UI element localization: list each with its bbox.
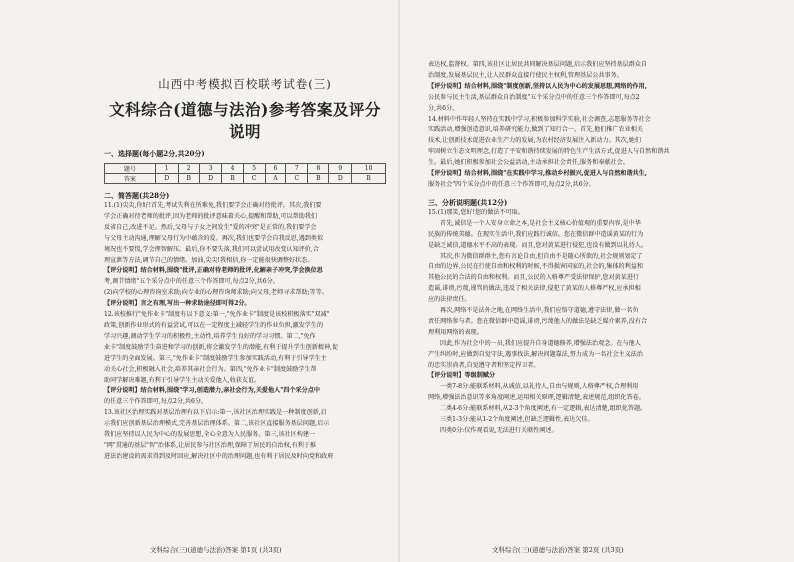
text-line: 14.材料中作年轻人坚持在实践中学习,积极参加科学实验,社会调查,志愿服务等社会: [428, 115, 651, 123]
table-cell: B: [308, 174, 329, 184]
text-line: 业卡"制度鼓励学生奋进和学习的创新,将会激发学生的潜能,有利于提升学生创新精神,促: [104, 343, 339, 351]
table-cell: 5: [243, 164, 265, 174]
table-cell: 题号: [105, 164, 156, 174]
table-cell: 答案: [105, 174, 156, 184]
text-line: 进学生的全面发展。第三,"免作业卡"制度鼓励学生参加实践活动,有利于引导学生主: [104, 354, 327, 362]
text-line: 的任意三个作答即可,每点2分,共6分。: [104, 398, 208, 406]
text-line: 实践活动,增强创造意识,培养研究能力,做到了知行合一。首先,他们推广农业相关: [428, 126, 643, 134]
table-cell: 6: [265, 164, 286, 174]
text-line: (2)向学校的心理咨询室求助;向专业的心理咨询师求助;向父母,老师寻求帮助;等等。: [104, 289, 328, 297]
text-line: 其他公民的合法的自由和权利。而且,公民的人格尊严受法律保护,您对黄某进行: [428, 274, 640, 282]
answer-table: [104, 163, 386, 184]
table-cell: B: [178, 174, 199, 184]
table-cell: 9: [329, 164, 352, 174]
text-line: "网"贯通的基层"智"治体系,让居民参与社区治理,保障了居民的自治权,有利于推: [104, 441, 317, 449]
text-line: 11.(1)尖尖,你好!首先,考试失利在所难免,我们要学会正确对待批评。其次,我们要: [104, 202, 322, 209]
text-line: 服务社会"四个采分点中的任意三个作答即可,每点2分,共6分。: [428, 180, 595, 188]
table-cell: 4: [222, 164, 243, 174]
text-line: 再次,网络不是法外之地,在网络生活中,我们应恪守道德,遵守法律,做一名负: [440, 307, 639, 315]
text-line: 民族的传统美德。在现实生活中,我们应践行诚信。您在微信群中造谣黄某的行为: [428, 230, 644, 238]
table-cell: 10: [352, 164, 386, 174]
page-one-footer: 文科综合(三)(道德与法治)答案 第1页 (共3页): [150, 546, 282, 554]
text-line: 15.(1)那笑,您好!您的做法不可取。: [428, 208, 524, 216]
text-line: 治制度,发展基层民主,让人民群众直接行使民主权利,管理基层公共事务。: [428, 71, 623, 79]
text-line: 生。最后,她们积极参加社会公益活动,主动承担社会责任,服务和奉献社会。: [428, 159, 629, 167]
table-cell: 8: [308, 164, 329, 174]
text-line: 动关心社会,积极融入社会,培养其亲社会行为。第四,"免作业卡"制度鼓励学生帮: [104, 365, 317, 373]
text-line: 责任网络参与者。您在微信群中造谣,诽谤,污蔑他人的做法是缺乏媒介素养,没有合: [428, 317, 648, 325]
section-three-heading: 三、分析说明题(共12分): [428, 197, 508, 207]
text-line: 公民参与民主生活,基层群众自治制度"五个采分点中的任意三个作答即可,每点2: [428, 93, 640, 101]
text-line: 【评分说明】结合材料,围绕"制度创新,坚持以人民为中心的发展思想,网络的作用,: [428, 82, 647, 90]
grading-level-2: 二类4-6分:能联系材料,从2-3个角度阐述,有一定逻辑,表达清楚,组织化答题。: [440, 405, 647, 413]
exam-subtitle: 山西中考模拟百校联考试卷(三): [158, 77, 332, 91]
text-line: 分,共6分。: [428, 104, 459, 112]
page-two-footer: 文科综合(三)(道德与法治)答案 第2页 (共3页): [492, 546, 624, 554]
text-line: 的忠实崇尚者,自觉遵守者和坚定捍卫者。: [428, 361, 540, 369]
table-cell: C: [243, 174, 265, 184]
text-line: 表达权,监督权。第四,该社区让居民共同解决基层问题,启示我们应坚持基层群众自: [428, 61, 648, 68]
text-line: 产生纠纷时,应做到自觉守法,遇事找法,解决问题靠法,努力成为一名社会主义法治: [428, 350, 643, 358]
table-cell: 1: [155, 164, 178, 174]
text-line: 与父母主动沟通,理解父母行为中蕴含的爱。再次,我们也要学会自我反思,遇到类似: [104, 234, 324, 242]
table-row: [105, 164, 386, 174]
grading-heading: 【评分说明】等级制赋分: [428, 372, 496, 380]
table-cell: 7: [286, 164, 308, 174]
text-line: 政策,创新作业形式的有益尝试,可以在一定程度上减轻学生的作业负担,激发学生的: [104, 321, 324, 329]
text-line: 我们应坚持以人民为中心的发展思想,全心全意为人民服务。第三,该社区构建一: [104, 431, 316, 439]
table-cell: 2: [178, 164, 199, 174]
exam-title: 文科综合(道德与法治)参考答案及评分说明: [109, 100, 381, 141]
table-cell: B: [222, 174, 243, 184]
page-two-body-analysis: [428, 208, 790, 372]
text-line: 示我们应创新基层治理模式,完善基层治理体系。第二,该社区直接服务基层问题,启示: [104, 420, 330, 428]
text-line: 助同学解决难题,有利于引导学生主动关爱他人,收获友谊。: [104, 376, 261, 384]
text-line: 【评分说明】结合材料,围绕"在实践中学习,推动乡村振兴,促进人与自然和谐共生,: [428, 170, 647, 178]
table-cell: C: [286, 174, 308, 184]
page-one-body: [104, 201, 386, 463]
text-line: 技术,让创新技术促进农业生产力的发展,为农村经济发展注入新动力。其次,她们: [428, 137, 641, 145]
text-line: 【评分说明】结合材料,围绕"学习,创造潜力,亲社会行为,关爱他人"四个采分点中: [104, 387, 320, 395]
text-line: 理宣泄等方法,调节自己的情绪。加油,尖尖!我相信,你一定能很快调整好状态。: [104, 256, 314, 264]
text-line: 造谣,诽谤,污蔑,谩骂的做法,违反了相关法律,侵犯了黄某的人格尊严权,应承担相: [428, 285, 641, 293]
text-line: 12.该校推行"免作业卡"制度有以下意义:第一,"免作业卡"制度是该校积极落实"双减": [104, 311, 330, 319]
text-line: 其次,作为微信群群主,您有言论自由,但自由不是随心所欲的,社会规则划定了: [440, 252, 643, 260]
table-cell: A: [265, 174, 286, 184]
text-line: 学会正确对待老师的批评,因为老师的批评意味着关心,提醒和帮助,可以帮助我们: [104, 212, 317, 220]
text-line: 首先,诚信是一个人安身立命之本,是社会主义核心价值观的重要内容,是中华: [440, 219, 641, 227]
table-row: [105, 174, 386, 184]
section-two-heading: 二、简答题(共28分): [104, 191, 170, 200]
section-one-heading: 一、选择题(每小题2分,共20分): [104, 149, 205, 158]
text-line: 自由的边界,公民在行使自由和权利的时候,不得损害国家的,社会的,集体的利益和: [428, 263, 643, 271]
text-line: 是缺乏诚信,道德水平不高的表现。而且,您对黄某进行侵犯,也没有做到以礼待人。: [428, 241, 648, 249]
grading-level-3: 三类1-3分:能从1-2个角度阐述,但缺乏逻辑性,表达欠佳。: [440, 416, 594, 424]
text-line: 因此,作为社会中的一员,我们应提升自身道德修养,增强法治观念。在与他人: [440, 339, 641, 347]
text-line: 【评分说明】结合材料,围绕"批评,正确对待老师的批评,化解亲子冲突,学会换位思: [104, 267, 323, 275]
text-line: 反省自己,改进不足。然后,父母与子女之间发生"爱的冲突"是正常的,我们要学会: [104, 223, 317, 231]
text-line: 理利用网络的表现。: [428, 328, 483, 336]
grading-level-1-cont: 网络,增强法治意识等多角度阐述,运用相关原理,逻辑清楚,表述规范,组织化答卷。: [428, 394, 645, 402]
table-cell: B: [352, 174, 386, 184]
text-line: 学习兴趣,调动学生学习的积极性,主动性,培养学生良好的学习习惯。第二,"免作: [104, 332, 316, 340]
table-cell: D: [329, 174, 352, 184]
grading-level-1: 一类7-8分:能联系材料,从诚信,以礼待人,自由与规则,人格尊严权,合理利用: [440, 383, 639, 391]
table-cell: D: [199, 174, 222, 184]
page-two: [400, 0, 794, 562]
page-two-body: [428, 60, 790, 191]
text-line: 牢固树立生态文明理念,打造了平安和谐持续发展的特色生产生活方式,促进人与自然和谐共: [428, 148, 670, 156]
text-line: 应的法律责任。: [428, 296, 471, 304]
text-line: 考,调节情绪"五个采分点中的任意三个作答即可,每点2分,共6分。: [104, 278, 279, 286]
text-line: 【评分说明】言之有理,写出一种求助途径即可得2分。: [104, 300, 251, 308]
text-line: 13.该社区治理实践对基层治理有以下启示:第一,该社区治理实践是一种制度创新,启: [104, 409, 327, 417]
grading-level-4: 四类0分:仅作观看说,无法进行关联性阐述。: [440, 427, 558, 434]
text-line: 境况也不要慌,学会理智解压。最后,你不要失落,我们可以尝试用改变认知评价,合: [104, 245, 319, 253]
text-line: 进法治建设的需求得到及时回应,解决社区中的治理问题,也有利于居民及时向党和政府: [104, 452, 334, 460]
table-cell: D: [155, 174, 178, 184]
table-cell: 3: [199, 164, 222, 174]
